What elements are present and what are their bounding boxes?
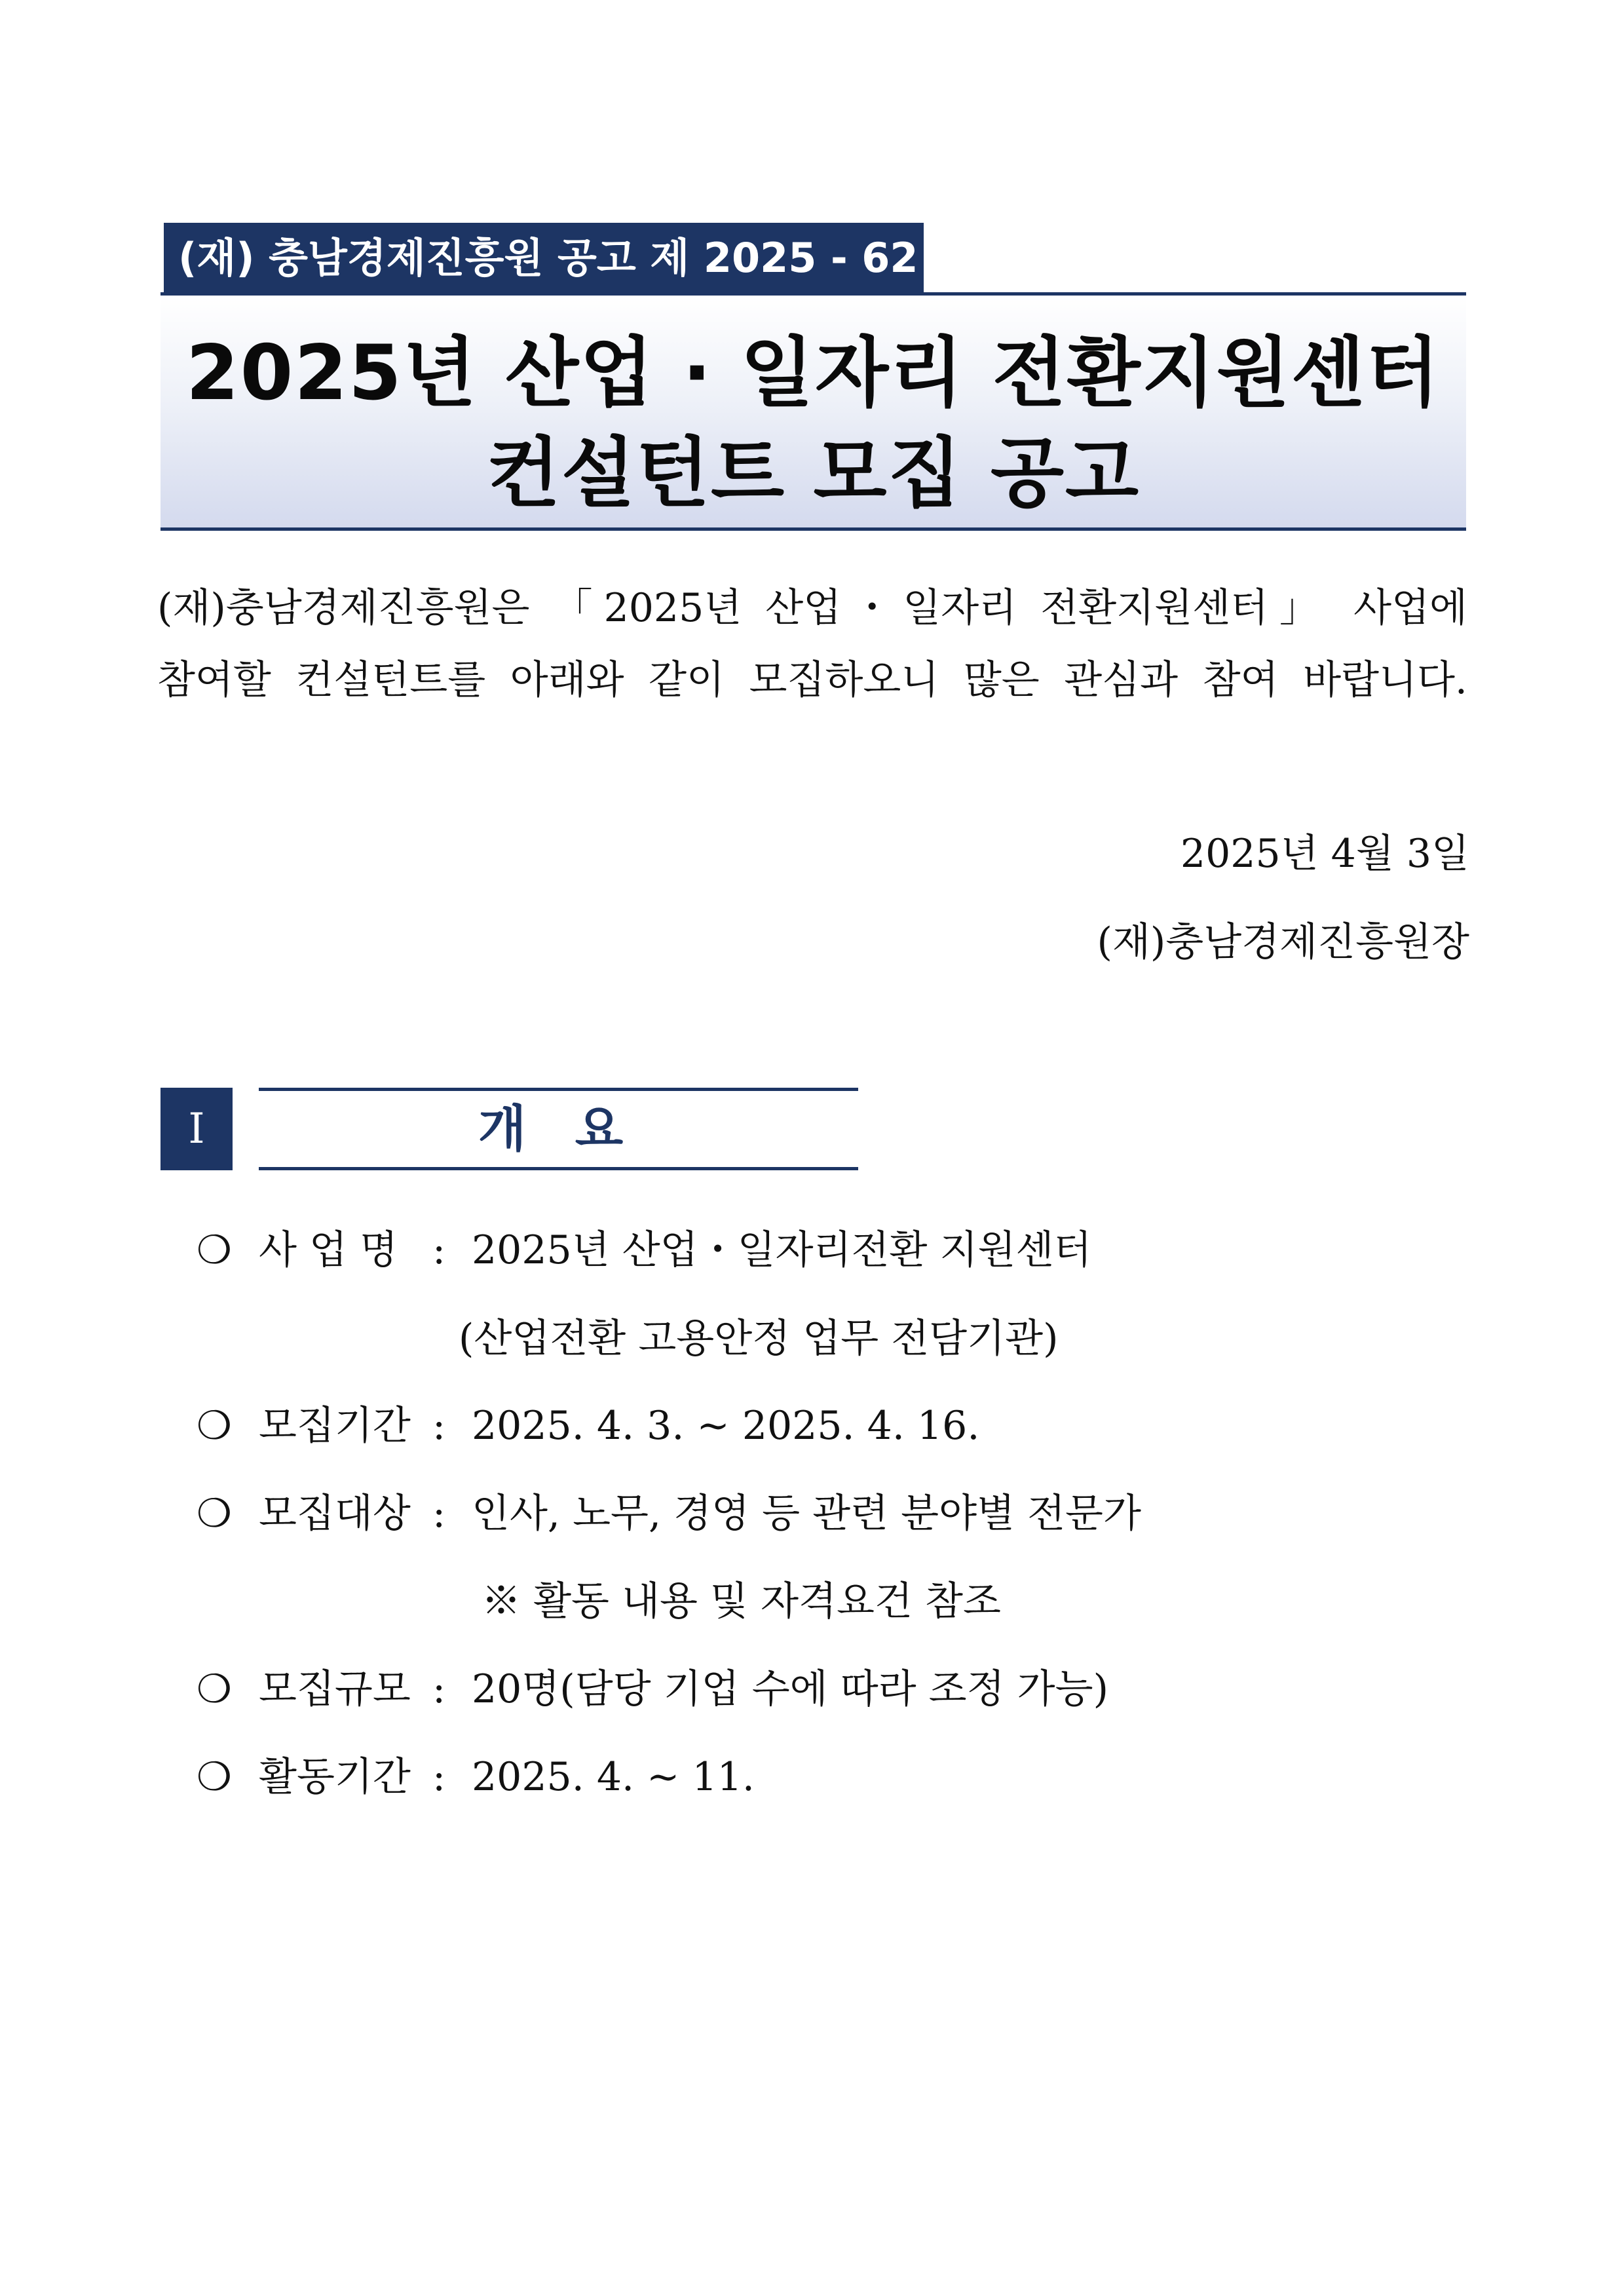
circle-bullet-icon: ❍ bbox=[197, 1227, 232, 1273]
section-number: I bbox=[161, 1088, 233, 1170]
item-value: 2025. 4. ~ 11. bbox=[472, 1754, 755, 1800]
circle-bullet-icon: ❍ bbox=[197, 1754, 232, 1800]
item-value: 2025. 4. 3. ~ 2025. 4. 16. bbox=[472, 1403, 980, 1449]
title-line-1: 2025년 산업 · 일자리 전환지원센터 bbox=[185, 329, 1441, 417]
overview-item-recruit-target bbox=[197, 1482, 1141, 1539]
item-label: 모집규모 bbox=[259, 1666, 411, 1712]
item-value: 20명(담당 기업 수에 따라 조정 가능) bbox=[472, 1666, 1109, 1712]
item-label: 사 업 명 bbox=[259, 1227, 398, 1273]
item-label: 모집대상 bbox=[259, 1491, 411, 1537]
section-title: 개 요 bbox=[259, 1088, 858, 1170]
target-note: ※ 활동 내용 및 자격요건 참조 bbox=[482, 1578, 1001, 1624]
intro-line-2: 참여할 컨설턴트를 아래와 같이 모집하오니 많은 관심과 참여 바랍니다. bbox=[157, 657, 1467, 703]
title-banner bbox=[161, 292, 1466, 531]
notice-number: (재) 충남경제진흥원 공고 제 2025 - 62 호 bbox=[164, 223, 924, 294]
overview-item-recruit-period bbox=[197, 1394, 979, 1451]
item-label: 모집기간 bbox=[259, 1403, 411, 1449]
intro-line-1: (재)충남경제진흥원은 「2025년 산업・일자리 전환지원센터」 사업에 bbox=[157, 585, 1467, 631]
item-colon: : bbox=[432, 1754, 446, 1800]
item-colon: : bbox=[432, 1666, 446, 1712]
title-line-2: 컨설턴트 모집 공고 bbox=[486, 429, 1141, 518]
circle-bullet-icon: ❍ bbox=[197, 1491, 232, 1537]
overview-item-project-name bbox=[197, 1219, 1091, 1275]
circle-bullet-icon: ❍ bbox=[197, 1666, 232, 1712]
project-note: (산업전환 고용안정 업무 전담기관) bbox=[459, 1316, 1059, 1362]
item-colon: : bbox=[432, 1403, 446, 1449]
item-colon: : bbox=[432, 1227, 446, 1273]
announcement-date: 2025년 4월 3일 bbox=[1180, 831, 1469, 877]
overview-item-activity-period bbox=[197, 1746, 755, 1802]
item-colon: : bbox=[432, 1491, 446, 1537]
item-value: 인사, 노무, 경영 등 관련 분야별 전문가 bbox=[472, 1491, 1141, 1537]
item-value: 2025년 산업・일자리전환 지원센터 bbox=[472, 1227, 1092, 1273]
item-label: 활동기간 bbox=[259, 1754, 411, 1800]
circle-bullet-icon: ❍ bbox=[197, 1403, 232, 1449]
signer: (재)충남경제진흥원장 bbox=[1097, 919, 1469, 965]
overview-item-recruit-size bbox=[197, 1658, 1108, 1714]
